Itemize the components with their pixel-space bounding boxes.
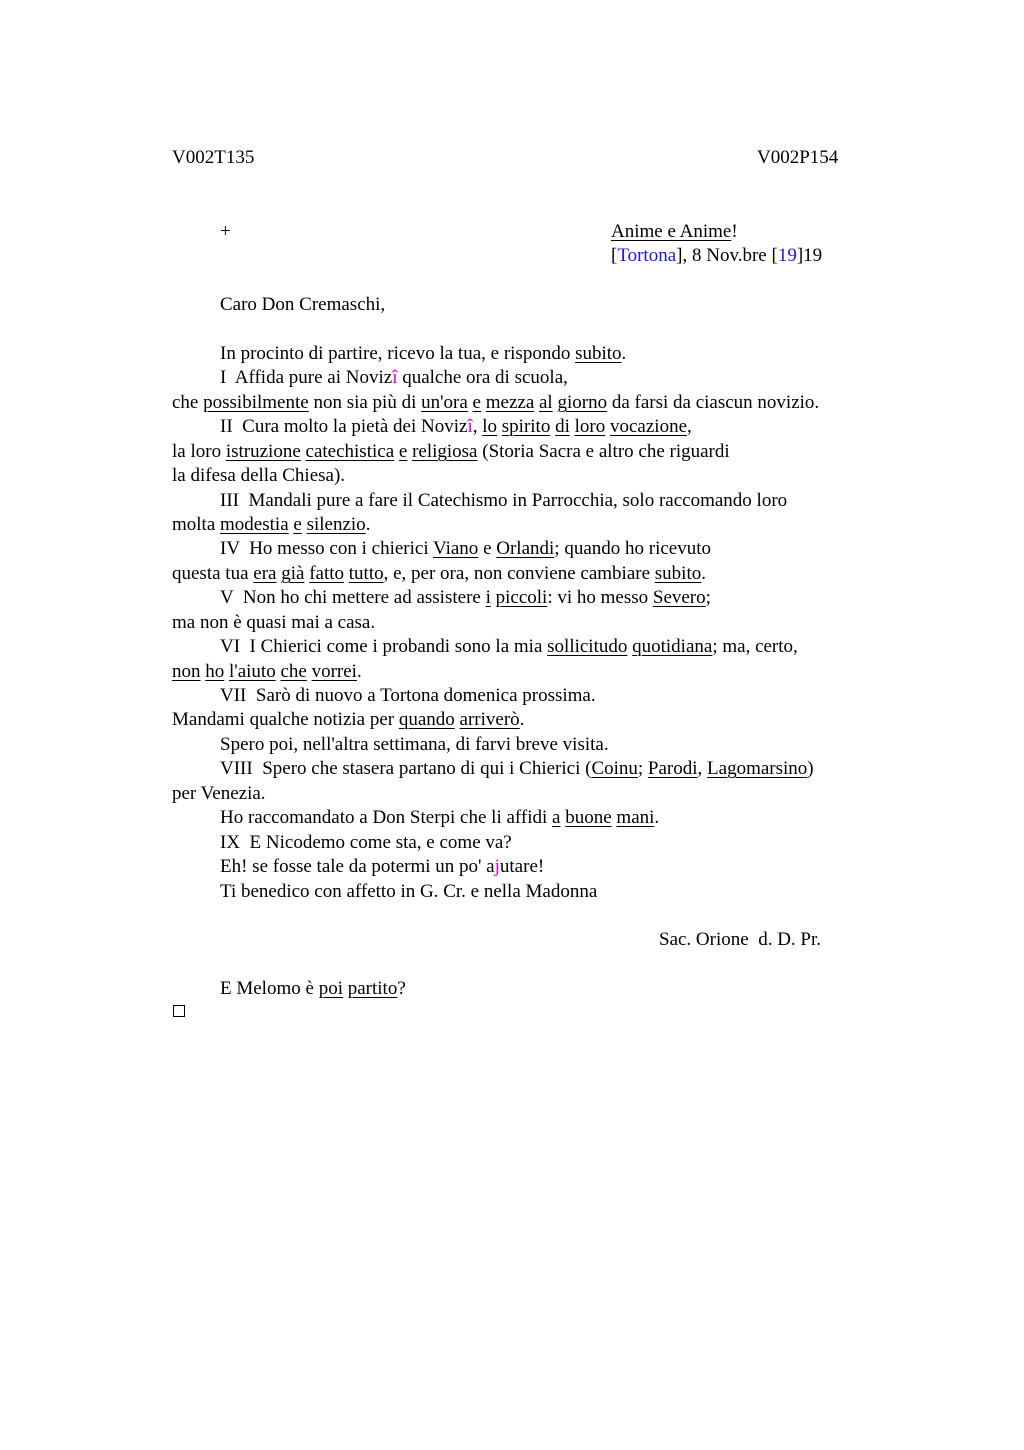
body-line: ma non è quasi mai a casa.	[172, 612, 376, 633]
body-line: VI I Chierici come i probandi sono la mia sollicitudo quotidiana; ma, certo,	[220, 636, 798, 657]
year-end: ]19	[796, 245, 823, 266]
postscript: E Melomo è poi partito?	[220, 978, 406, 999]
motto-punct: !	[731, 221, 738, 242]
body-line: Eh! se fosse tale da potermi un po' ajutare!	[220, 856, 545, 877]
salutation: Caro Don Cremaschi,	[220, 294, 386, 315]
body-line: Mandami qualche notizia per quando arriverò.	[172, 709, 525, 730]
editorial-mark: î	[467, 416, 473, 437]
body-line: molta modestia e silenzio.	[172, 514, 371, 535]
date-text: ], 8 Nov.bre [	[676, 245, 778, 266]
body-line: la difesa della Chiesa).	[172, 465, 346, 486]
cross-mark: +	[220, 221, 231, 242]
body-line: VII Sarò di nuovo a Tortona domenica prossima.	[220, 685, 596, 706]
header-left-code: V002T135	[172, 147, 255, 168]
header-right-code: V002P154	[757, 147, 839, 168]
editorial-mark: î	[392, 367, 398, 388]
body-line: IX E Nicodemo come sta, e come va?	[220, 832, 512, 853]
body-line: In procinto di partire, ricevo la tua, e rispondo subito.	[220, 343, 627, 364]
motto	[611, 221, 738, 243]
body-line: che possibilmente non sia più di un'ora e mezza al giorno da farsi da ciascun novizio.	[172, 392, 820, 413]
body-line: II Cura molto la pietà dei Novizî, lo spirito di loro vocazione,	[220, 416, 692, 437]
body-line: non ho l'aiuto che vorrei.	[172, 661, 362, 682]
body-line: Ti benedico con affetto in G. Cr. e nella Madonna	[220, 881, 598, 902]
body-line: IV Ho messo con i chierici Viano e Orlandi; quando ho ricevuto	[220, 538, 712, 559]
editorial-mark: j	[494, 856, 500, 877]
body-line: questa tua era già fatto tutto, e, per ora, non conviene cambiare subito.	[172, 563, 706, 584]
bracket-open: [	[611, 245, 618, 266]
body-line: Spero poi, nell'altra settimana, di farvi breve visita.	[220, 734, 609, 755]
year-century: 19	[777, 245, 797, 266]
place-name: Tortona	[617, 245, 677, 266]
empty-square-icon	[173, 1005, 185, 1017]
body-line: per Venezia.	[172, 783, 266, 804]
motto-text: Anime e Anime	[611, 221, 732, 242]
body-line: VIII Spero che stasera partano di qui i Chierici (Coinu; Parodi, Lagomarsino)	[220, 758, 814, 779]
body-line: V Non ho chi mettere ad assistere i piccoli: vi ho messo Severo;	[220, 587, 711, 608]
body-line: la loro istruzione catechistica e religiosa (Storia Sacra e altro che riguardi	[172, 441, 730, 462]
body-line: I Affida pure ai Novizî qualche ora di scuola,	[220, 367, 568, 388]
signature: Sac. Orione d. D. Pr.	[659, 929, 822, 950]
place-date	[611, 245, 822, 267]
body-line: Ho raccomandato a Don Sterpi che li affidi a buone mani.	[220, 807, 660, 828]
body-line: III Mandali pure a fare il Catechismo in Parrocchia, solo raccomando loro	[220, 490, 788, 511]
